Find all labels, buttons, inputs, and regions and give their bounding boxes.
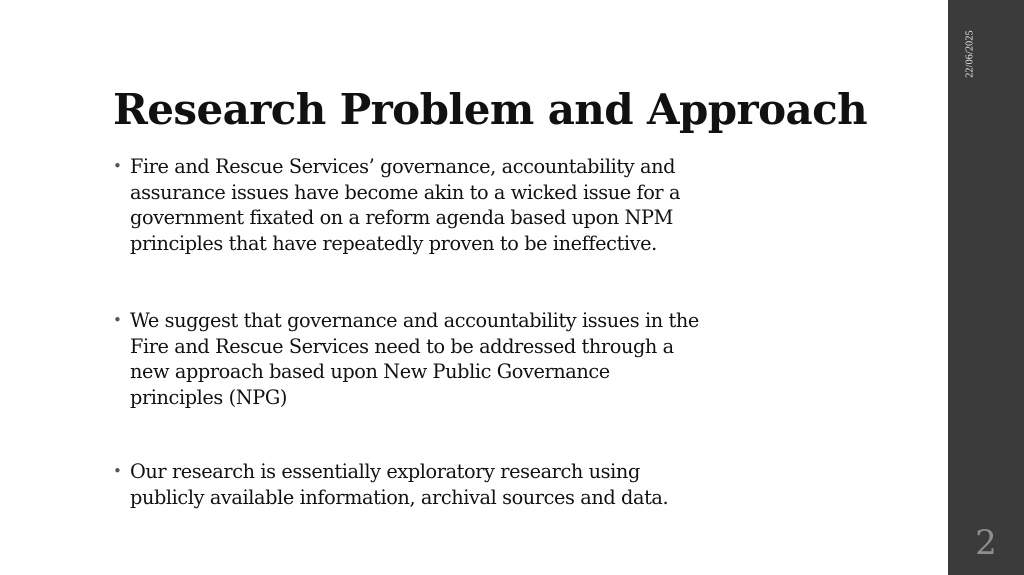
bullet-line: Fire and Rescue Services’ governance, accountability and [130,155,676,178]
page-number: 2 [975,523,997,563]
sidebar-bar [948,0,1024,575]
bullet-line: publicly available information, archival sources and data. [130,485,669,509]
bullet-line: government fixated on a reform agenda based upon NPM [130,206,673,229]
bullet-line: principles that have repeatedly proven to be ineffective. [130,231,657,255]
bullet-marker: • [113,157,122,175]
bullet-line: assurance issues have become akin to a wicked issue for a [130,180,681,204]
bullet-line: principles (NPG) [130,385,287,409]
slide-title: Research Problem and Approach [113,85,868,134]
bullet-line: We suggest that governance and accountability issues in the [130,309,699,332]
slide-date: 22/06/2025 [964,30,976,78]
bullet-line: Our research is essentially exploratory research using [130,460,640,483]
bullet-marker: • [113,462,122,480]
bullet-line: new approach based upon New Public Governance [130,360,610,383]
bullet-marker: • [113,311,122,329]
bullet-line: Fire and Rescue Services need to be addressed through a [130,334,674,358]
bullet-item [113,459,668,510]
bullet-item [113,154,680,256]
bullet-item [113,308,699,410]
